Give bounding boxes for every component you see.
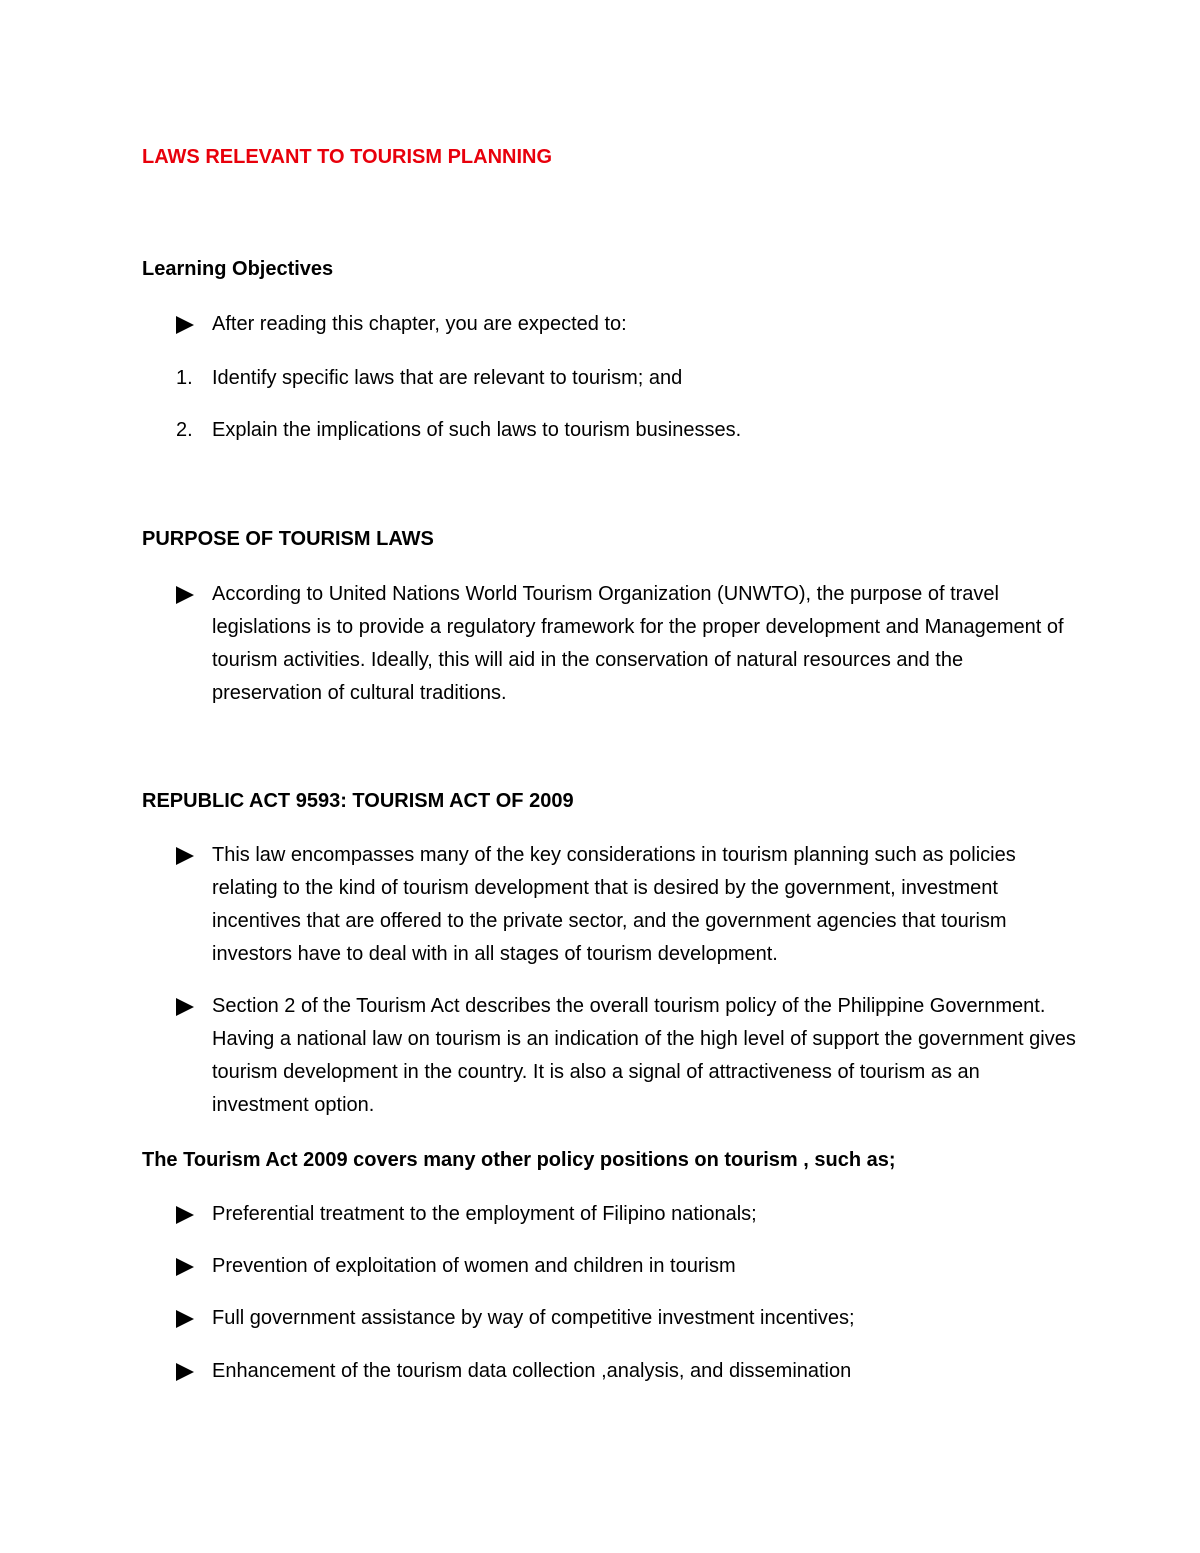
bullet-text: Full government assistance by way of competitive investment incentives;: [212, 1307, 855, 1329]
arrow-bullet-icon: [176, 1363, 194, 1381]
arrow-bullet-icon: [176, 998, 194, 1016]
numbered-item: [176, 414, 1076, 447]
arrow-bullet-icon: [176, 586, 194, 604]
bullet-item: [176, 1355, 1076, 1388]
covers-heading: The Tourism Act 2009 covers many other policy positions on tourism , such as;: [142, 1149, 896, 1171]
arrow-bullet-icon: [176, 847, 194, 865]
item-text: Identify specific laws that are relevant to tourism; and: [212, 367, 683, 389]
bullet-item: [176, 1250, 1076, 1283]
bullet-item: [176, 839, 1076, 971]
numbered-item: [176, 362, 1076, 395]
bullet-text: Section 2 of the Tourism Act describes the overall tourism policy of the Philippine Government. Having a national law on tourism is an indication of the high level of support the government gives tourism development in the country. It is also a signal of attractiveness of tourism as an investment option.: [212, 995, 1076, 1116]
bullet-text: This law encompasses many of the key considerations in tourism planning such as policies relating to the kind of tourism development that is desired by the government, investment incentives that are offered to the private sector, and the government agencies that tourism investors have to deal with in all stages of tourism development.: [212, 844, 1016, 965]
bullet-item: [176, 578, 1076, 710]
arrow-bullet-icon: [176, 316, 194, 334]
document-title: LAWS RELEVANT TO TOURISM PLANNING: [142, 146, 553, 168]
bullet-text: According to United Nations World Tourism Organization (UNWTO), the purpose of travel legislations is to provide a regulatory framework for the proper development and Management of tourism activities. Ideally, this will aid in the conservation of natural resources and the preservation of cultural traditions.: [212, 583, 1064, 704]
republic-act-heading: REPUBLIC ACT 9593: TOURISM ACT OF 2009: [142, 790, 574, 812]
item-number: 1.: [176, 367, 193, 389]
item-number: 2.: [176, 419, 193, 441]
purpose-heading: PURPOSE OF TOURISM LAWS: [142, 528, 434, 550]
bullet-item: [176, 308, 1076, 341]
arrow-bullet-icon: [176, 1258, 194, 1276]
bullet-text: Preferential treatment to the employment of Filipino nationals;: [212, 1203, 757, 1225]
bullet-text: Enhancement of the tourism data collection ,analysis, and dissemination: [212, 1360, 852, 1382]
bullet-item: [176, 990, 1076, 1122]
item-text: Explain the implications of such laws to tourism businesses.: [212, 419, 742, 441]
bullet-item: [176, 1198, 1076, 1231]
arrow-bullet-icon: [176, 1206, 194, 1224]
bullet-text: Prevention of exploitation of women and children in tourism: [212, 1255, 736, 1277]
arrow-bullet-icon: [176, 1310, 194, 1328]
bullet-text: After reading this chapter, you are expected to:: [212, 313, 627, 335]
bullet-item: [176, 1302, 1076, 1335]
learning-objectives-heading: Learning Objectives: [142, 258, 334, 280]
